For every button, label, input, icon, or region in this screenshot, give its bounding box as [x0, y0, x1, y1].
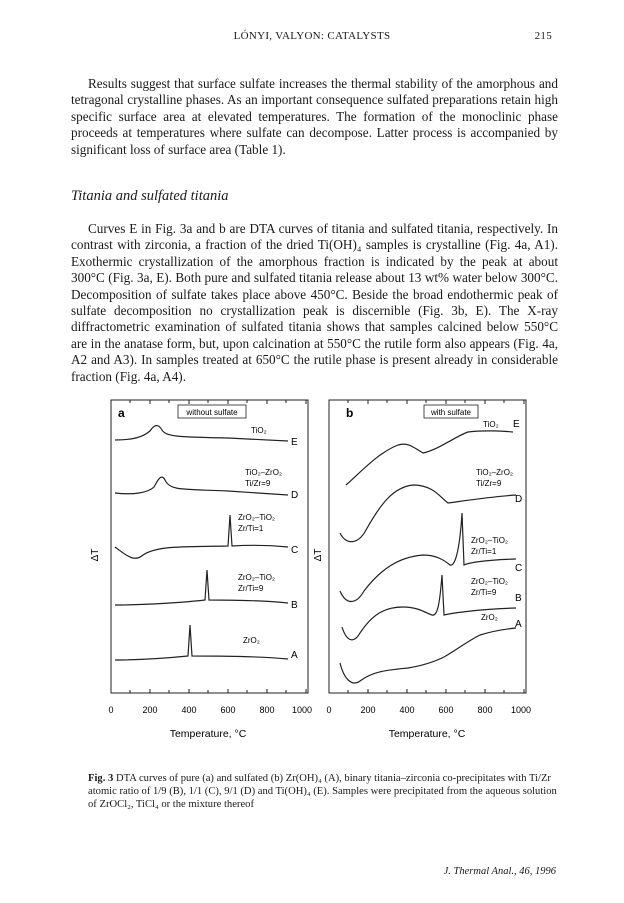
panel-b-curve-a: [340, 628, 516, 683]
panel-a-curve-d-letter: D: [291, 490, 299, 501]
running-header: [0, 30, 624, 46]
paragraph-2: [71, 221, 558, 385]
figure-3-graphic: [88, 395, 548, 765]
panel-a-curve-e-composition: TiO₂: [251, 426, 267, 435]
figure-caption: [88, 773, 558, 811]
panel-a-curve-a: [115, 625, 288, 660]
panel-b-curve-b-ratio: Zr/Ti=9: [471, 588, 497, 597]
panel-b-curve-e-composition: TiO₂: [483, 420, 499, 429]
panel-b-curve-d-letter: D: [515, 494, 523, 505]
panel-b-curve-d: [340, 485, 516, 542]
panel-b-curve-d-composition: TiO₂–ZrO₂: [476, 468, 514, 477]
panel-a-x-tick-200: 200: [142, 705, 158, 715]
panel-a-curve-b-ratio: Zr/Ti=9: [238, 584, 264, 593]
panel-b-x-tick-0: 0: [326, 705, 332, 715]
panel-b-x-tick-600: 600: [438, 705, 454, 715]
journal-footer: J. Thermal Anal., 46, 1996: [443, 866, 556, 877]
panel-a-x-tick-800: 800: [259, 705, 275, 715]
figure-3: [88, 395, 548, 770]
panel-b-x-tick-400: 400: [399, 705, 415, 715]
panel-b-x-axis-label: Temperature, °C: [388, 728, 466, 740]
panel-a-curve-e-letter: E: [291, 437, 298, 448]
section-heading: Titania and sulfated titania: [71, 188, 229, 204]
panel-a-curve-c-composition: ZrO₂–TiO₂: [238, 513, 276, 522]
panel-b-y-axis-label: ΔT: [313, 548, 324, 562]
panel-b-curve-c-letter: C: [515, 563, 523, 574]
panel-b-curve-e-letter: E: [513, 419, 520, 430]
panel-b-letter: b: [346, 406, 354, 420]
panel-b-curve-a-letter: A: [515, 619, 522, 630]
panel-b-curve-a-composition: ZrO₂: [481, 613, 498, 622]
panel-a-y-axis-label: ΔT: [90, 548, 101, 562]
panel-a-curve-d-ratio: Ti/Zr=9: [245, 479, 271, 488]
panel-b-frame: [329, 400, 526, 693]
panel-a-curve-c-ratio: Zr/Ti=1: [238, 524, 264, 533]
panel-a: [90, 400, 312, 740]
panel-b-x-tick-1000: 1000: [510, 705, 532, 715]
panel-a-x-tick-0: 0: [108, 705, 114, 715]
panel-a-letter: a: [118, 406, 125, 420]
page-number: 215: [534, 30, 552, 42]
figure-caption-label: Fig. 3: [88, 773, 114, 784]
panel-a-curve-a-letter: A: [291, 650, 298, 661]
panel-b-curve-b-letter: B: [515, 593, 522, 604]
paragraph-2-text: Curves E in Fig. 3a and b are DTA curves of titania and sulfated titania, respectively. In contrast with zirconia, a fraction of the dried Ti(OH)₄ samples is crystalline (Fig. 4a, A1). Exothermic crystallization of the amorphous fraction is indicated by the peak at about 300°C (Fig. 3a, E). Both pure and sulfated titania release about 13 wt% water below 300°C. Decomposition of sulfate takes place above 450°C. Beside the broad endothermic peak of sulfate decomposition no crystallization peak is discernible (Fig. 3b, E). The X-ray diffractometric examination of sulfated titania shows that samples calcined below 550°C are in the anatase form, but, upon calcination at 550°C the rutile form also appears (Fig. 4a, A2 and A3). In samples treated at 650°C the rutile phase is present already in considerable fraction (Fig. 4a, A4).: [71, 221, 558, 384]
paragraph-1: [71, 76, 558, 158]
panel-a-x-axis-label: Temperature, °C: [169, 728, 247, 740]
figure-caption-text: DTA curves of pure (a) and sulfated (b) Zr(OH)₄ (A), binary titania–zirconia co-precipitates with Ti/Zr atomic ratio of 1/9 (B), 1/1 (C), 9/1 (D) and Ti(OH)₄ (E). Samples were precipitated from the aqueous solution of ZrOCl₂, TiCl₄ or the mixture thereof: [88, 773, 557, 810]
panel-a-curve-b-composition: ZrO₂–TiO₂: [238, 573, 276, 582]
panel-a-x-tick-600: 600: [220, 705, 236, 715]
panel-a-curve-d-composition: TiO₂–ZrO₂: [245, 468, 283, 477]
panel-a-curve-a-composition: ZrO₂: [243, 636, 260, 645]
running-title: LÓNYI, VALYON: CATALYSTS: [233, 30, 391, 42]
panel-b: [313, 400, 531, 740]
panel-a-x-tick-400: 400: [181, 705, 197, 715]
panel-b-box-label: with sulfate: [430, 408, 472, 417]
panel-b-x-tick-800: 800: [477, 705, 493, 715]
panel-b-curve-c-composition: ZrO₂–TiO₂: [471, 536, 509, 545]
panel-a-curve-c-letter: C: [291, 545, 299, 556]
panel-b-curve-d-ratio: Ti/Zr=9: [476, 479, 502, 488]
panel-b-curve-c-ratio: Zr/Ti=1: [471, 547, 497, 556]
panel-b-curve-b-composition: ZrO₂–TiO₂: [471, 577, 509, 586]
panel-a-box-label: without sulfate: [186, 408, 238, 417]
panel-b-x-tick-200: 200: [360, 705, 376, 715]
panel-a-curve-b-letter: B: [291, 600, 298, 611]
panel-a-x-tick-1000: 1000: [291, 705, 313, 715]
paragraph-1-text: Results suggest that surface sulfate increases the thermal stability of the amorphous and tetragonal crystalline phases. As an important consequence sulfated preparations retain high specific surface area at elevated temperatures. The formation of the monoclinic phase proceeds at temperatures where sulfate can decompose. Latter process is accompanied by significant loss of surface area (Table 1).: [71, 76, 558, 157]
